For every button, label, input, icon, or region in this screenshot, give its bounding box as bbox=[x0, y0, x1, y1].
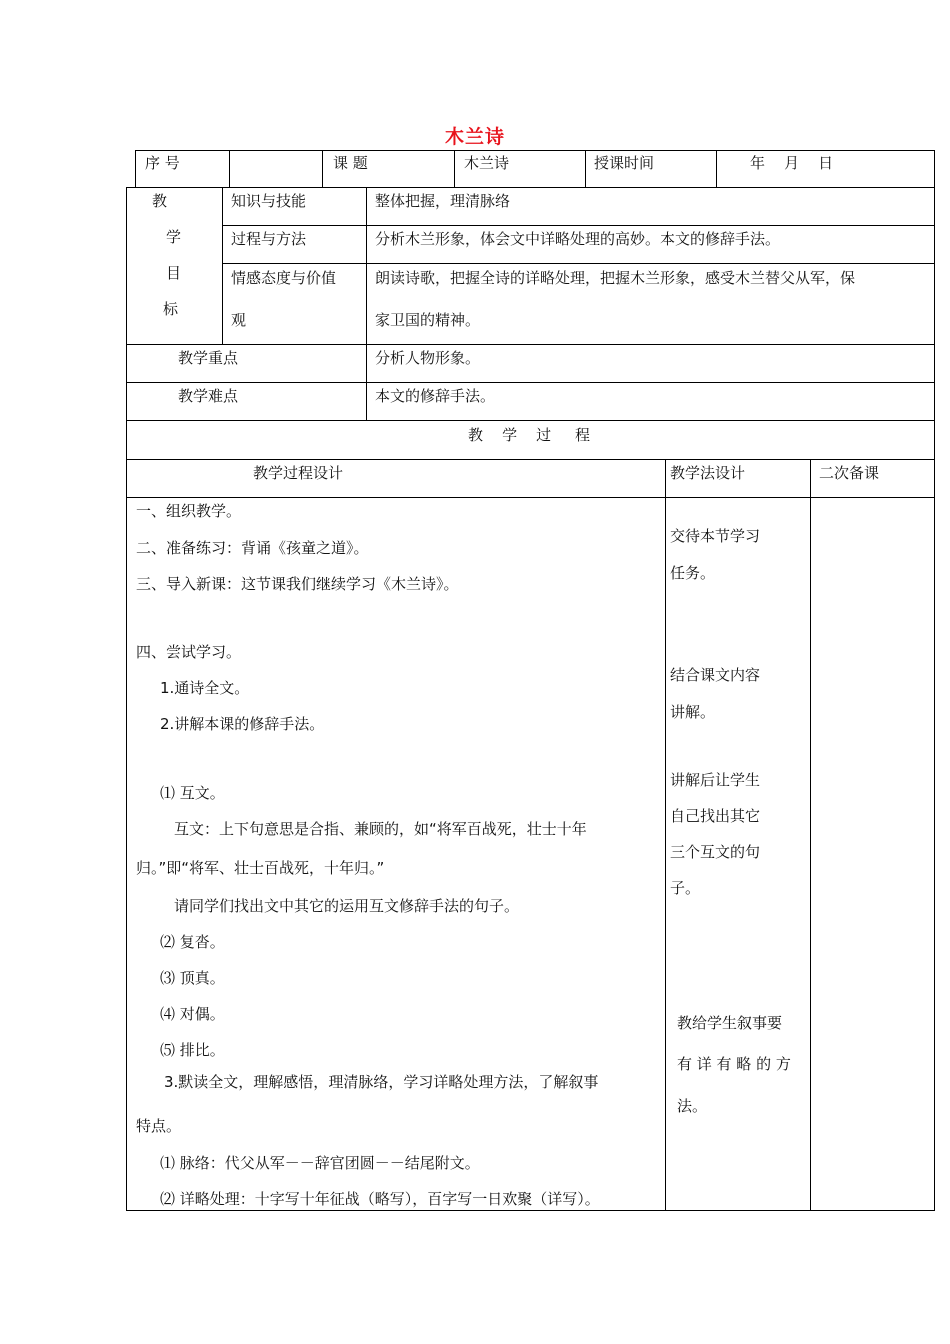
column-design: 教学过程设计 bbox=[253, 464, 344, 482]
design-line: 2.讲解本课的修辞手法。 bbox=[160, 715, 325, 733]
key-point-content: 分析人物形象。 bbox=[375, 349, 481, 367]
method-line: 任务。 bbox=[670, 564, 716, 582]
method-line: 子。 bbox=[670, 879, 701, 897]
column-method: 教学法设计 bbox=[670, 464, 746, 482]
topic-label: 课 题 bbox=[333, 154, 368, 172]
objective-content: 朗读诗歌，把握全诗的详略处理，把握木兰形象，感受木兰替父从军，保 bbox=[375, 269, 856, 287]
design-line: 请同学们找出文中其它的运用互文修辞手法的句子。 bbox=[174, 897, 520, 915]
method-line: 教给学生叙事要 bbox=[677, 1014, 783, 1032]
objective-name: 情感态度与价值 bbox=[231, 269, 337, 287]
method-line: 自己找出其它 bbox=[670, 807, 761, 825]
objective-content: 家卫国的精神。 bbox=[375, 311, 481, 329]
design-line: ⑵ 详略处理：十字写十年征战（略写），百字写一日欢聚（详写）。 bbox=[160, 1190, 600, 1208]
design-line: 四、尝试学习。 bbox=[136, 643, 242, 661]
objective-name: 观 bbox=[231, 311, 247, 329]
objectives-label-char: 学 bbox=[166, 228, 182, 246]
objectives-label-char: 标 bbox=[163, 300, 179, 318]
method-line: 有 详 有 略 的 方 bbox=[677, 1055, 791, 1073]
difficulty-label: 教学难点 bbox=[178, 387, 239, 405]
design-line: ⑷ 对偶。 bbox=[160, 1005, 225, 1023]
time-value: 年 月 日 bbox=[750, 154, 834, 172]
key-point-label: 教学重点 bbox=[178, 349, 239, 367]
topic-value: 木兰诗 bbox=[464, 154, 510, 172]
seq-label: 序 号 bbox=[145, 154, 180, 172]
method-line: 讲解。 bbox=[670, 703, 716, 721]
method-line: 交待本节学习 bbox=[670, 527, 761, 545]
method-line: 三个互文的句 bbox=[670, 843, 761, 861]
objectives-label-char: 教 bbox=[152, 192, 168, 210]
design-line: ⑵ 复沓。 bbox=[160, 933, 225, 951]
difficulty-content: 本文的修辞手法。 bbox=[375, 387, 496, 405]
design-line: 3.默读全文，理解感悟，理清脉络，学习详略处理方法，了解叙事 bbox=[164, 1073, 599, 1091]
design-line: 1.通诗全文。 bbox=[160, 679, 250, 697]
design-line: ⑴ 互文。 bbox=[160, 784, 225, 802]
time-label: 授课时间 bbox=[594, 154, 655, 172]
objective-content: 整体把握，理清脉络 bbox=[375, 192, 511, 210]
page-title: 木兰诗 bbox=[444, 126, 505, 148]
design-line: 三、导入新课：这节课我们继续学习《木兰诗》。 bbox=[136, 575, 459, 593]
design-line: 二、准备练习：背诵《孩童之道》。 bbox=[136, 539, 369, 557]
method-line: 结合课文内容 bbox=[670, 666, 761, 684]
process-header-text: 教 学 过 程 bbox=[468, 426, 590, 444]
method-line: 法。 bbox=[677, 1097, 708, 1115]
objective-content: 分析木兰形象，体会文中详略处理的高妙。本文的修辞手法。 bbox=[375, 230, 781, 248]
method-line: 讲解后让学生 bbox=[670, 771, 761, 789]
column-notes: 二次备课 bbox=[819, 464, 880, 482]
objective-name: 知识与技能 bbox=[231, 192, 307, 210]
design-line: ⑸ 排比。 bbox=[160, 1041, 225, 1059]
design-line: 互文：上下句意思是合指、兼顾的，如“将军百战死，壮士十年 bbox=[174, 820, 587, 838]
design-line: 一、组织教学。 bbox=[136, 502, 242, 520]
objectives-label-char: 目 bbox=[166, 264, 182, 282]
design-line: 归。”即“将军、壮士百战死，十年归。” bbox=[136, 859, 385, 877]
design-line: ⑴ 脉络：代父从军－－辞官团圆－－结尾附文。 bbox=[160, 1154, 480, 1172]
design-line: 特点。 bbox=[136, 1117, 182, 1135]
design-line: ⑶ 顶真。 bbox=[160, 969, 225, 987]
objective-name: 过程与方法 bbox=[231, 230, 307, 248]
